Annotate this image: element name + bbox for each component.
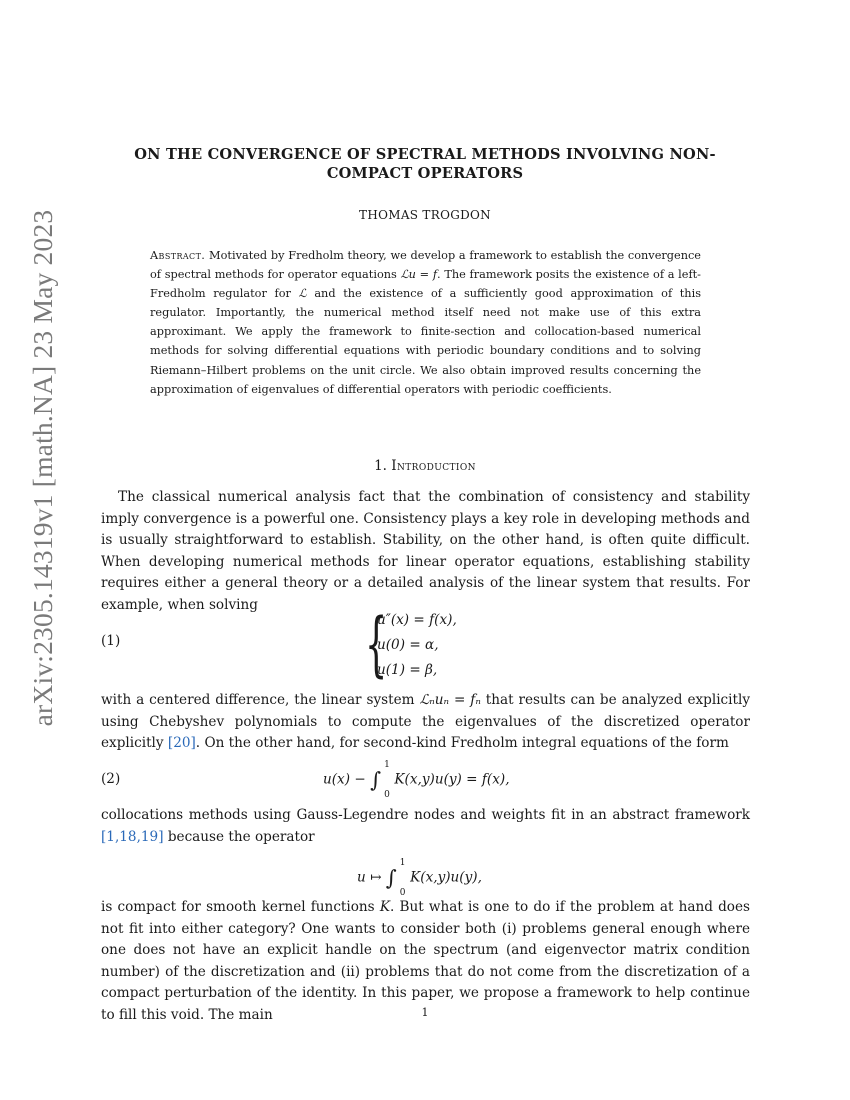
page-number: 1 [421, 1006, 429, 1019]
paper-title: ON THE CONVERGENCE OF SPECTRAL METHODS INVOLVING NON-COMPACT OPERATORS [134, 146, 716, 182]
equation-1-line-1: u″(x) = f(x), [377, 612, 457, 628]
equation-2-left: u(x) − [323, 771, 371, 788]
intro-paragraph-3 [101, 805, 750, 848]
equation-3 [357, 858, 482, 898]
para3-text-a: collocations methods using Gauss-Legendre nodes and weights fit in an abstract framework [101, 807, 750, 823]
abstract-label: Abstract. [150, 249, 206, 262]
equation-1-line-3: u(1) = β, [377, 662, 438, 678]
abstract-text-c: and the existence of a sufficiently good approximation of this regulator. Importantly, the numerical method itself need not make use of this extra approximant. We apply the framework to finite-section and collocation-based numerical methods for solving differential equations with periodic boundary conditions and to solving Riemann–Hilbert problems on the unit circle. We also obtain improved results concerning the approximation of eigenvalues of differential operators with periodic coefficients. [150, 287, 701, 396]
equation-3-right: K(x,y)u(y), [410, 869, 482, 886]
intro-paragraph-1 [101, 487, 750, 617]
integral-upper-limit: 1 [399, 858, 406, 868]
intro-paragraph-2 [101, 690, 750, 755]
para2-math: ℒₙuₙ = fₙ [419, 692, 481, 708]
abstract-text-b: . The framework posits the existence of a left-Fredholm regulator for [150, 268, 701, 301]
section-number: 1. [374, 458, 387, 474]
para4-text-a: is compact for smooth kernel functions [101, 899, 380, 915]
equation-2-right: K(x,y)u(y) = f(x), [394, 771, 510, 788]
integral-lower-limit: 0 [399, 888, 406, 898]
equation-1-line-2: u(0) = α, [377, 637, 439, 653]
citation-link-20[interactable]: [20] [167, 735, 196, 752]
abstract [150, 246, 701, 399]
equation-1-cases [365, 603, 457, 685]
citation-link-1-18-19[interactable]: [1,18,19] [101, 828, 164, 845]
abstract-math-a: ℒu = f [400, 268, 438, 282]
abstract-text-a: Motivated by Fredholm theory, we develop a framework to establish the convergence of spectral methods for operator equations [150, 249, 701, 282]
equation-2-number: (2) [101, 771, 121, 787]
para1-text: The classical numerical analysis fact that the combination of consistency and stability imply convergence is a powerful one. Consistency plays a key role in developing methods and is usually straightforward to establish. Stability, on the other hand, is often quite difficult. When developing numerical methods for linear operator equations, establishing stability requires either a general theory or a detailed analysis of the linear system that results. For example, when solving [101, 489, 750, 613]
integral-sign: ∫ 1 0 [385, 858, 406, 898]
integral-upper-limit: 1 [384, 760, 390, 770]
para4-math: K [379, 899, 390, 915]
para2-text-c: . On the other hand, for second-kind Fredholm integral equations of the form [195, 735, 729, 752]
para2-text-a: with a centered difference, the linear system [101, 692, 420, 708]
abstract-math-b: ℒ [298, 287, 307, 301]
para4-text-b: . But what is one to do if the problem at hand does not fit into either category? One wants to consider both (i) problems general enough where one does not have an explicit handle on the spectrum (and eigenvector matrix condition number) of the discretization and (ii) problems that do not come from the discretization of a compact perturbation of the identity. In this paper, we propose a framework to help continue to fill this void. The main [101, 899, 751, 1023]
equation-3-left: u ↦ [357, 869, 386, 886]
arxiv-identifier-stamp: arXiv:2305.14319v1 [math.NA] 23 May 2023 [27, 209, 58, 727]
integral-lower-limit: 0 [384, 790, 390, 800]
para3-text-b: because the operator [163, 828, 315, 845]
integral-sign: ∫ 1 0 [370, 760, 390, 800]
equation-2 [323, 760, 510, 800]
section-heading [100, 458, 750, 474]
para2-text-b: that results can be analyzed explicitly using Chebyshev polynomials to compute the eigenvalues of the discretized operator explicitly [101, 692, 750, 752]
author-name: THOMAS TROGDON [359, 208, 491, 222]
equation-1-number: (1) [101, 633, 121, 649]
curly-brace: { [365, 603, 388, 685]
section-title: Introduction [391, 458, 476, 474]
